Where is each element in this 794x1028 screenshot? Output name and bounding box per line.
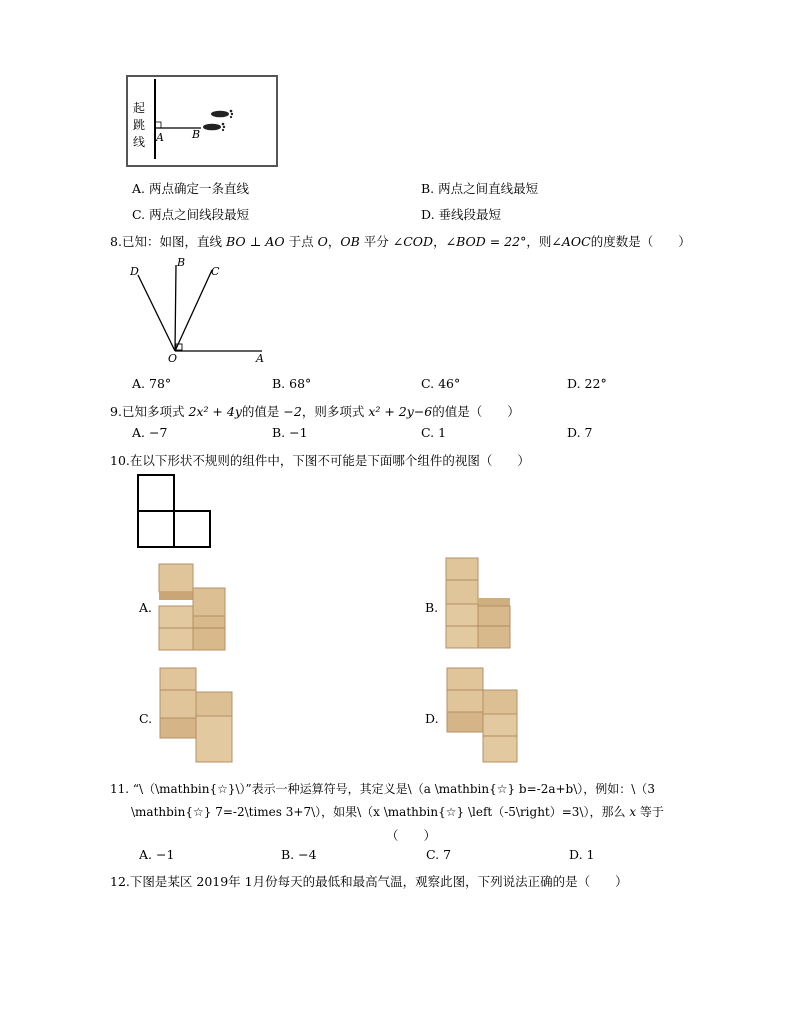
q11-option-c[interactable]: C. 7 xyxy=(426,847,452,862)
jump-line-diagram xyxy=(128,77,276,165)
q11-line-2: \mathbin{☆} 7=-2\times 3+7\），如果\（x \mathbin{☆} \left（-5\right）=3\），那么 x 等于 xyxy=(131,805,664,819)
q11-option-a[interactable]: A. −1 xyxy=(139,847,175,862)
q9-stem: 9.已知多项式 2x² + 4y的值是 −2，则多项式 x² + 2y−6的值是（ ） xyxy=(110,404,520,419)
view-diagram xyxy=(136,473,216,549)
q9-option-a[interactable]: A. −7 xyxy=(132,425,168,440)
ray-ob xyxy=(175,265,176,351)
q10-option-d-key[interactable]: D. xyxy=(425,711,439,726)
q10-option-a-image[interactable] xyxy=(156,562,228,652)
q11-line-1: 11. “\（\mathbin{☆}\）”表示一种运算符号，其定义是\（a \mathbin{☆} b=-2a+b\），例如：\（3 xyxy=(110,782,655,796)
q8-option-b[interactable]: B. 68° xyxy=(272,376,312,391)
q10-option-b-image[interactable] xyxy=(443,556,515,652)
ray-od xyxy=(138,275,175,351)
q10-option-c-image[interactable] xyxy=(158,666,236,766)
q9-option-b[interactable]: B. −1 xyxy=(272,425,308,440)
q9-option-c[interactable]: C. 1 xyxy=(421,425,447,440)
q9-option-d[interactable]: D. 7 xyxy=(567,425,593,440)
q7-option-c[interactable]: C. 两点之间线段最短 xyxy=(132,207,250,222)
angle-diagram xyxy=(125,255,275,365)
jump-line-figure xyxy=(126,75,278,167)
view-square-bottom-right xyxy=(174,511,210,547)
label-c: C xyxy=(211,265,220,278)
q11-answer-bracket: （ ） xyxy=(386,828,437,843)
label-a: A xyxy=(256,352,264,365)
q7-option-b[interactable]: B. 两点之间直线最短 xyxy=(421,181,539,196)
label-b: B xyxy=(177,256,186,269)
label-d: D xyxy=(130,265,139,278)
q8-option-d[interactable]: D. 22° xyxy=(567,376,607,391)
label-o: O xyxy=(168,352,178,365)
point-a-label: A xyxy=(156,131,164,144)
jump-line-label-1: 起 xyxy=(133,101,146,115)
jump-line-label-3: 线 xyxy=(133,135,146,149)
q10-option-b-key[interactable]: B. xyxy=(425,600,439,615)
q11-option-b[interactable]: B. −4 xyxy=(281,847,317,862)
q10-option-c-key[interactable]: C. xyxy=(139,711,153,726)
ray-oc xyxy=(175,270,212,351)
q8-option-a[interactable]: A. 78° xyxy=(132,376,172,391)
jump-line-label-2: 跳 xyxy=(133,118,146,132)
footprint-icon xyxy=(203,110,233,131)
point-b-label: B xyxy=(192,128,201,141)
q12-stem: 12.下图是某区 2019年 1月份每天的最低和最高气温，观察此图，下列说法正确的是（ ） xyxy=(110,874,628,889)
q8-stem: 8.已知：如图，直线 BO ⊥ AO 于点 O，OB 平分 ∠COD，∠BOD = 22°，则∠AOC的度数是（ ） xyxy=(110,234,691,249)
q10-stem: 10.在以下形状不规则的组件中，下图不可能是下面哪个组件的视图（ ） xyxy=(110,453,530,468)
q7-option-d[interactable]: D. 垂线段最短 xyxy=(421,207,502,222)
q7-option-a[interactable]: A. 两点确定一条直线 xyxy=(132,181,250,196)
q10-option-d-image[interactable] xyxy=(444,666,522,766)
q8-option-c[interactable]: C. 46° xyxy=(421,376,461,391)
view-square-top xyxy=(138,475,174,511)
q11-option-d[interactable]: D. 1 xyxy=(569,847,595,862)
view-square-bottom-left xyxy=(138,511,174,547)
q10-option-a-key[interactable]: A. xyxy=(139,600,153,615)
